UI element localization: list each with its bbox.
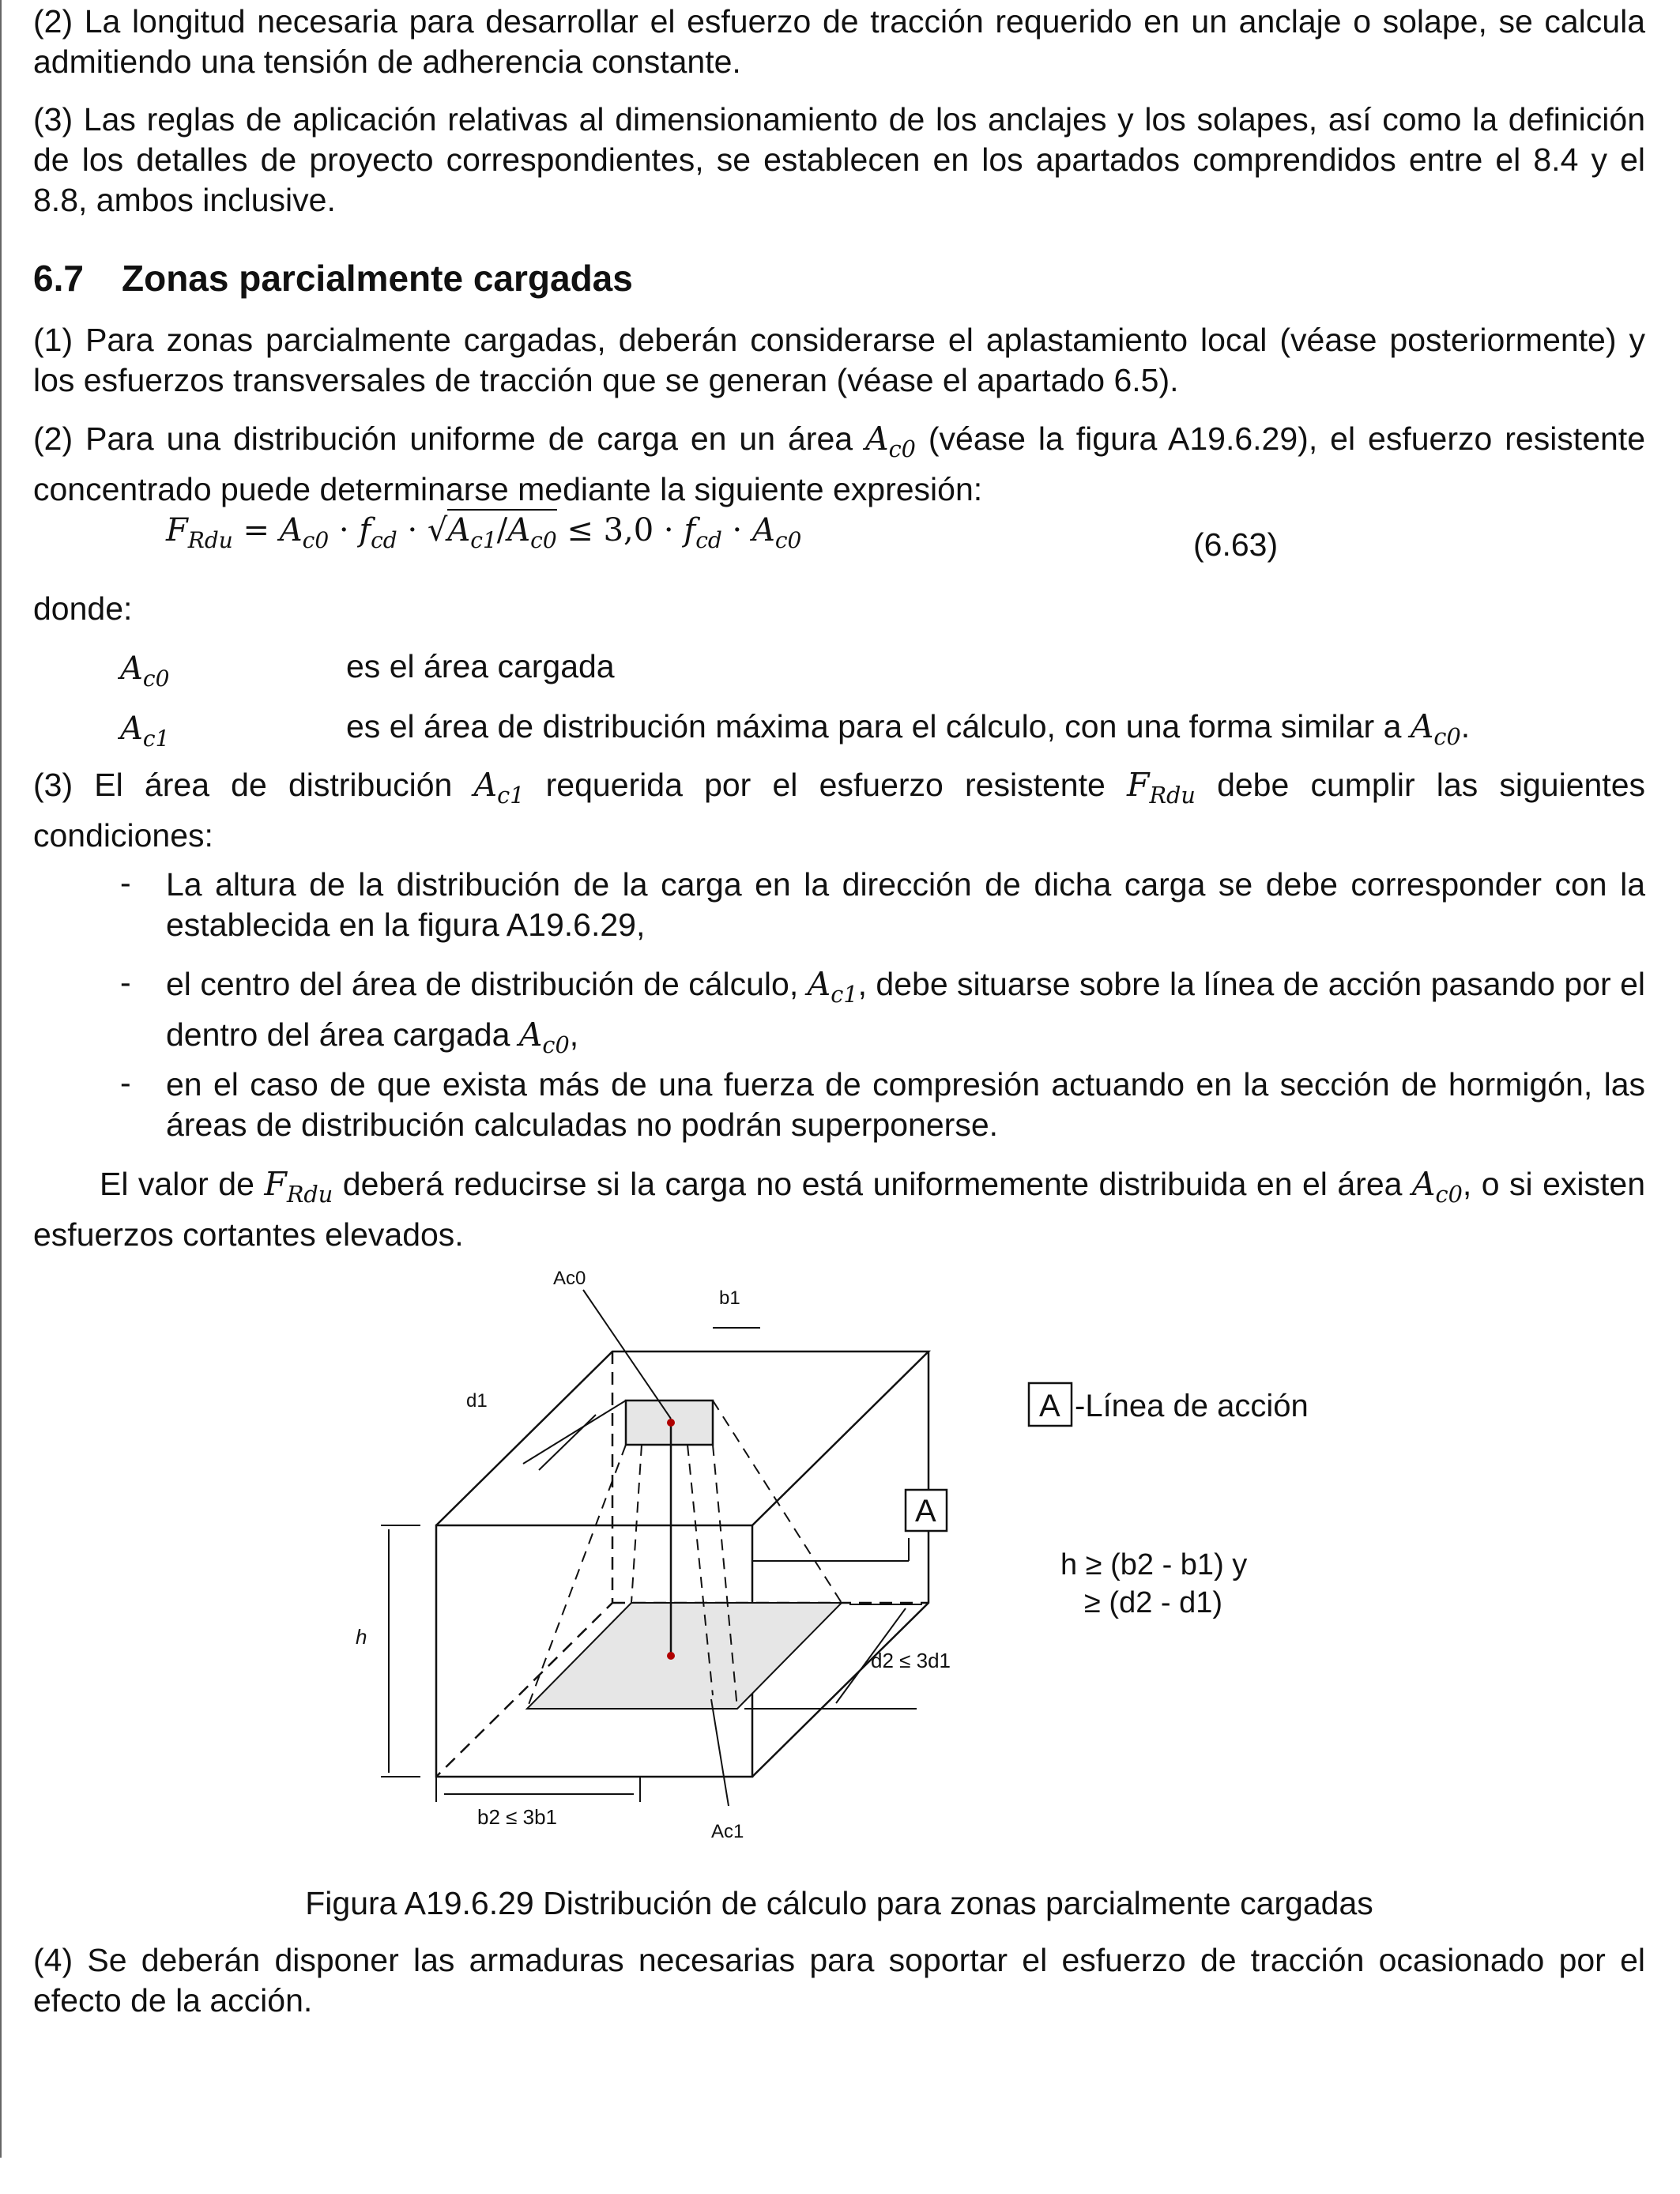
bullet-item-1: La altura de la distribución de la carga en la dirección de dicha carga se debe corresponder con la establecida en la figura A19.6.29,: [166, 866, 1645, 943]
bullet-dash-2: -: [120, 964, 131, 1001]
valor-paragraph: El valor de $F_{Rdu}$ deberá reducirse si la carga no está uniformemente distribuida en el área $A_{c0}$, o si existen esfuerzos cortantes elevados.: [33, 1165, 1645, 1253]
definition-ac0: es el área cargada: [346, 648, 615, 684]
symbol-ac1: $A_{c1}$: [120, 711, 170, 752]
donde-label: donde:: [33, 590, 133, 627]
section-title: Zonas parcialmente cargadas: [122, 258, 633, 299]
ac0-center-point: [667, 1419, 675, 1427]
bullet-item-3: en el caso de que exista más de una fuerza de compresión actuando en la sección de hormigón, las áreas de distribución calculadas no podrán superponerse.: [166, 1066, 1645, 1143]
paragraph-2: (2) La longitud necesaria para desarrollar el esfuerzo de tracción requerido en un anclaje o solape, se calcula admitiendo una tensión de adherencia constante.: [33, 3, 1645, 80]
symbol-ac0: $A_{c0}$: [120, 650, 170, 692]
label-h: h: [356, 1625, 367, 1649]
condition-line-1: h ≥ (b2 - b1) y: [1060, 1548, 1248, 1581]
bullet-dash-3: -: [120, 1065, 131, 1101]
legend-box-letter: A: [1039, 1389, 1060, 1423]
label-d2: d2 ≤ 3d1: [871, 1649, 951, 1672]
figure-caption: Figura A19.6.29 Distribución de cálculo para zonas parcialmente cargadas: [305, 1885, 1373, 1921]
section-paragraph-3: (3) El área de distribución $A_{c1}$ requerida por el esfuerzo resistente $F_{Rdu}$ debe cumplir las siguientes condiciones:: [33, 766, 1645, 854]
area-ac1: [527, 1603, 842, 1709]
label-d1: d1: [466, 1390, 488, 1412]
paragraph-4: (4) Se deberán disponer las armaduras necesarias para soportar el esfuerzo de tracción ocasionado por el efecto de la acción.: [33, 1942, 1645, 2019]
label-b2: b2 ≤ 3b1: [477, 1805, 558, 1829]
legend-text: -Línea de acción: [1075, 1389, 1309, 1423]
section-heading: [33, 257, 633, 300]
definition-ac1: es el área de distribución máxima para el cálculo, con una forma similar a $A_{c0}$.: [346, 707, 1471, 751]
box-right-face: [752, 1351, 929, 1777]
line-of-action-marker: A: [915, 1494, 936, 1529]
ac1-center-point: [667, 1652, 675, 1660]
section-paragraph-1: (1) Para zonas parcialmente cargadas, deberán considerarse el aplastamiento local (véase posteriormente) y los esfuerzos transversales de tracción que se generan (véase el apartado 6.5).: [33, 322, 1645, 398]
equation-6-63: $F_{Rdu} = A_{c0} \cdot f_{cd} \cdot √A_{c1}/A_{c0} \le 3,0 \cdot f_{cd} \cdot A_{c0}$: [166, 512, 801, 553]
figure-partial-load-distribution: [302, 1257, 1424, 1857]
label-ac1: Ac1: [711, 1821, 744, 1842]
page-left-border: [0, 0, 2, 2158]
equation-number: (6.63): [1193, 526, 1279, 563]
section-paragraph-2: (2) Para una distribución uniforme de carga en un área $A_{c0}$ (véase la figura A19.6.29), el esfuerzo resistente concentrado puede determinarse mediante la siguiente expresión:: [33, 420, 1645, 508]
label-b1: b1: [719, 1287, 740, 1309]
label-ac0: Ac0: [553, 1268, 586, 1289]
paragraph-3: (3) Las reglas de aplicación relativas al dimensionamiento de los anclajes y los solapes, así como la definición de los detalles de proyecto correspondientes, se establecen en los apartados comprendidos entre el 8.4 y el 8.8, ambos inclusive.: [33, 101, 1645, 218]
box-hidden-edges: [436, 1351, 612, 1777]
condition-line-2: ≥ (d2 - d1): [1084, 1586, 1223, 1619]
section-number: 6.7: [33, 258, 84, 299]
bullet-dash-1: -: [120, 865, 131, 901]
bullet-item-2: el centro del área de distribución de cálculo, $A_{c1}$, debe situarse sobre la línea de acción pasando por el dentro del área cargada $A_{c0}$,: [166, 965, 1645, 1059]
